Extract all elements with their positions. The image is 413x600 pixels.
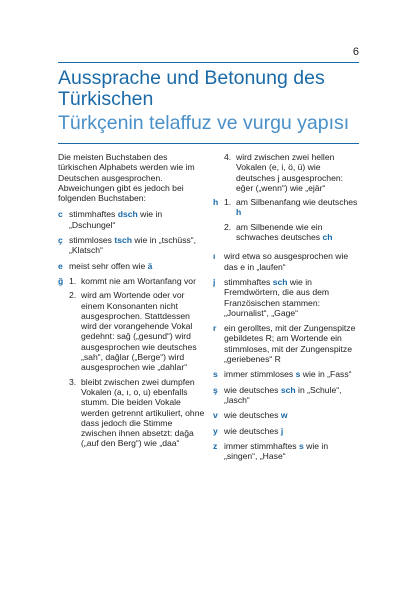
- entry-letter: ğ: [58, 275, 64, 286]
- entry-r: [213, 323, 361, 364]
- entry-description: wie deutsches j: [224, 425, 284, 436]
- entry-letter: ş: [213, 384, 218, 395]
- entry-e: [58, 261, 208, 271]
- left-column: [58, 152, 208, 458]
- entry-description: immer stimmloses s wie in „Fass“: [224, 369, 352, 380]
- entry-dotless-i: [213, 251, 361, 272]
- sub-item-text: wird am Wortende oder vor einem Konsonanten nicht ausgesprochen. Stattdessen wird der vorangehende Vokal gedehnt: sağ („gesund“) wird ausgesprochen wie deutsches „sah“, dağlar („Berge“) wird ausgesprochen wie „dahlar“: [81, 290, 197, 373]
- sub-item: [69, 377, 208, 449]
- entry-description: wird etwa so ausgesprochen wie das e in „laufen“: [224, 251, 349, 272]
- entry-g-breve-continued: [213, 152, 361, 193]
- page-title-turkish: Türkçenin telaffuz ve vurgu yapısı: [58, 112, 350, 134]
- entry-description: [69, 276, 208, 453]
- entry-description: stimmloses tsch wie in „tschüss“, „Klatsch“: [69, 235, 197, 256]
- entry-letter: s: [213, 369, 218, 380]
- entry-description: wie deutsches sch in „Schule“, „lasch“: [224, 384, 342, 405]
- entry-g-breve: [58, 276, 208, 453]
- entry-h: [213, 197, 361, 246]
- entry-letter: ç: [58, 235, 63, 246]
- entry-z: [213, 441, 361, 462]
- title-rule: [58, 143, 359, 144]
- sub-item: [224, 197, 361, 218]
- right-column: [213, 152, 361, 466]
- entry-description: stimmhaftes dsch wie in „Dschungel“: [69, 209, 163, 230]
- entry-s-cedilla: [213, 385, 361, 406]
- entry-letter: c: [58, 209, 63, 220]
- sub-item-text: wird zwischen zwei hellen Vokalen (e, i, ö, ü) wie deutsches j ausgesprochen: eğer („wenn“) wie „ejär“: [236, 152, 344, 193]
- sub-item-number: 2.: [69, 290, 77, 301]
- entry-j: [213, 277, 361, 318]
- entry-description: immer stimmhaftes s wie in „singen“, „Hase“: [224, 440, 329, 462]
- sub-item-text: bleibt zwischen zwei dumpfen Vokalen (a, ı, o, u) ebenfalls stumm. Die beiden Vokale werden getrennt artikuliert, ohne dass jedoch die Stimme zwischen ihnen absetzt: dağa („auf den Berg“) wie „daa“: [81, 376, 205, 449]
- top-rule: [58, 62, 359, 63]
- entry-letter: j: [213, 276, 216, 287]
- sub-item-text: kommt nie am Wortanfang vor: [81, 275, 196, 286]
- sub-item: [69, 290, 208, 372]
- entry-c: [58, 209, 208, 230]
- sub-item-number: 2.: [224, 221, 232, 232]
- sub-item-number: 4.: [224, 152, 232, 162]
- entry-description: stimmhaftes sch wie in Fremdwörtern, die aus dem Französischen stammen: „Journalist“, „Gage“: [224, 276, 330, 318]
- sub-item-number: 3.: [69, 376, 77, 387]
- intro-text: Die meisten Buchstaben des türkischen Alphabets werden wie im Deutschen ausgesprochen. Abweichungen gibt es jedoch bei folgenden Buchstaben:: [58, 152, 195, 204]
- sub-item-number: 1.: [69, 275, 77, 286]
- entry-description: wie deutsches w: [224, 410, 288, 421]
- entry-letter: y: [213, 425, 218, 436]
- entry-letter: z: [213, 440, 218, 451]
- sub-item: [69, 276, 208, 286]
- entry-description: ein gerolltes, mit der Zungenspitze gebildetes R; am Wortende ein stimmloses, mit der Zungenspitze „geriebenes“ R: [224, 323, 356, 365]
- entry-description: meist sehr offen wie ä: [69, 260, 153, 271]
- sub-item: [224, 222, 361, 243]
- entry-s: [213, 369, 361, 379]
- page-number: 6: [352, 46, 359, 58]
- entry-y: [213, 426, 361, 436]
- entry-letter: v: [213, 410, 218, 421]
- entry-letter: ı: [213, 251, 216, 262]
- entry-v: [213, 410, 361, 420]
- sub-item-text: am Silbenende wie ein schwaches deutsches ch: [236, 221, 333, 243]
- page-title-german: Aussprache und Betonung des Türkischen: [58, 67, 325, 110]
- sub-item-text: am Silbenanfang wie deutsches h: [236, 197, 358, 218]
- entry-c-cedilla: [58, 235, 208, 256]
- sub-item-number: 1.: [224, 197, 232, 208]
- entry-letter: e: [58, 260, 63, 271]
- sub-item: [224, 152, 361, 193]
- entry-letter: r: [213, 323, 217, 334]
- entry-letter: h: [213, 197, 219, 208]
- entry-description: [224, 197, 361, 246]
